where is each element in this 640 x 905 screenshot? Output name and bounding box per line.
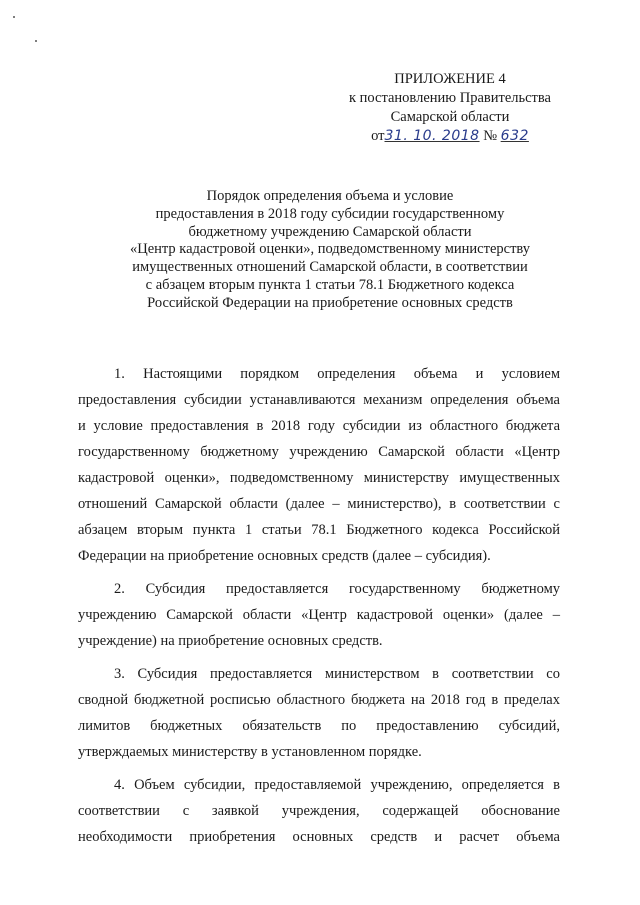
body-line: предоставления субсидии устанавливаются механизм определения объема (78, 392, 560, 408)
body-line: 2. Субсидия предоставляется государственному бюджетному (114, 581, 560, 597)
handwritten-date: 31. 10. 2018 (384, 128, 480, 144)
appendix-resolution: к постановлению Правительства (349, 90, 551, 106)
scan-speck (35, 40, 37, 42)
body-line: сводной бюджетной росписью областного бюджета на 2018 год в пределах (78, 692, 560, 708)
body-line: государственному бюджетному учреждению Самарской области «Центр (78, 444, 560, 460)
body-line: лимитов бюджетных обязательств по предоставлению субсидий, (78, 718, 560, 734)
body-line: учреждение) на приобретение основных средств. (78, 633, 383, 649)
body-line: отношений Самарской области (далее – министерство), в соответствии с (78, 496, 560, 512)
paragraph-4 (78, 772, 560, 850)
body-line: 1. Настоящими порядком определения объема и условием (114, 366, 560, 382)
title-line: с абзацем вторым пункта 1 статьи 78.1 Бюджетного кодекса (145, 276, 515, 293)
number-prefix: № (483, 128, 498, 144)
body-line: необходимости приобретения основных средств и расчет объема (78, 829, 560, 845)
body-line: и условие предоставления в 2018 году субсидии из областного бюджета (78, 418, 560, 434)
paragraph-2 (78, 576, 560, 654)
title-line: бюджетному учреждению Самарской области (188, 223, 472, 240)
body-line: соответствии с заявкой учреждения, содержащей обоснование (78, 803, 560, 819)
body-line: кадастровой оценки», подведомственному министерству имущественных (78, 470, 560, 486)
body-line: утверждаемых министерству в установленном порядке. (78, 744, 422, 760)
paragraph-1 (78, 361, 560, 569)
body-line: Федерации на приобретение основных средств (далее – субсидия). (78, 548, 491, 564)
date-prefix: от (371, 128, 385, 144)
handwritten-number: 632 (500, 128, 529, 144)
title-line: Порядок определения объема и условие (206, 188, 454, 204)
document-body (78, 361, 560, 857)
title-line: «Центр кадастровой оценки», подведомственному министерству (129, 241, 531, 258)
appendix-date-line (330, 127, 570, 146)
title-line: имущественных отношений Самарской области, в соответствии (132, 259, 528, 276)
body-line: учреждению Самарской области «Центр кадастровой оценки» (далее – (78, 607, 560, 623)
appendix-header (330, 70, 570, 146)
body-line: абзацем вторым пункта 1 статьи 78.1 Бюджетного кодекса Российской (78, 522, 560, 538)
body-line: 4. Объем субсидии, предоставляемой учреждению, определяется в (114, 777, 560, 793)
document-title (100, 188, 560, 313)
appendix-title: ПРИЛОЖЕНИЕ 4 (394, 71, 506, 87)
title-line: Российской Федерации на приобретение основных средств (147, 294, 513, 311)
appendix-region: Самарской области (390, 109, 510, 125)
paragraph-3 (78, 661, 560, 765)
scan-speck (13, 16, 15, 18)
title-line: предоставления в 2018 году субсидии государственному (155, 205, 505, 222)
body-line: 3. Субсидия предоставляется министерством в соответствии со (114, 666, 560, 682)
